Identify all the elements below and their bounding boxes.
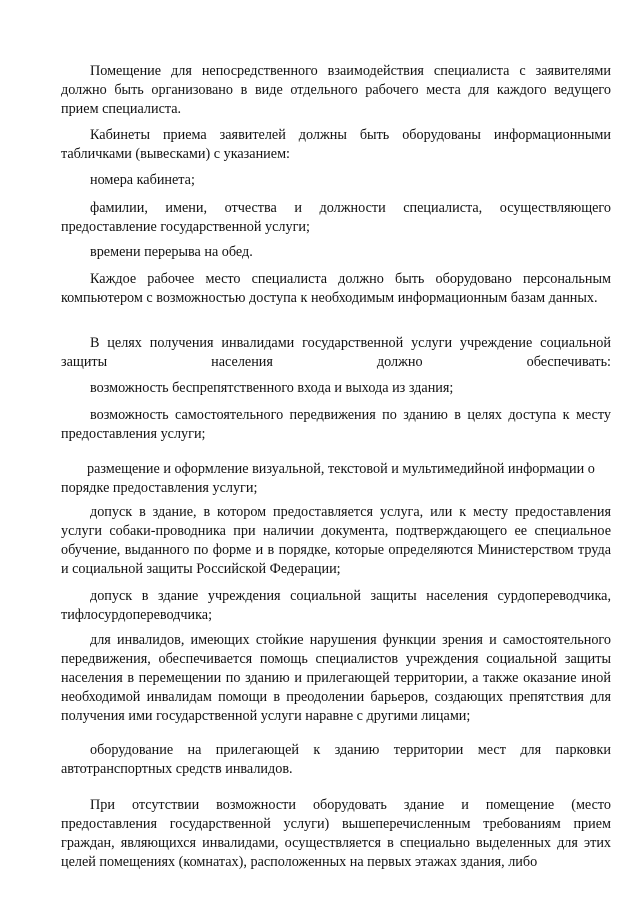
paragraph-office-signs: Кабинеты приема заявителей должны быть оборудованы информационными табличками (вывесками) с указанием: bbox=[61, 127, 611, 162]
paragraph-specialist-name: фамилии, имени, отчества и должности специалиста, осуществляющего предоставление государственной услуги; bbox=[61, 200, 611, 235]
paragraph-parking: оборудование на прилегающей к зданию территории мест для парковки автотранспортных средств инвалидов. bbox=[61, 742, 611, 777]
paragraph-guide-dog: допуск в здание, в котором предоставляется услуга, или к месту предоставления услуги собаки-проводника при наличии документа, подтверждающего ее специальное обучение, выданного по форме и в порядке, которые определяются Министерством труда и социальной защиты Российской Федерации; bbox=[61, 504, 611, 577]
paragraph-entrance-exit: возможность беспрепятственного входа и выхода из здания; bbox=[90, 380, 454, 396]
paragraph-alternative-premises: При отсутствии возможности оборудовать здание и помещение (место предоставления государственной услуги) вышеперечисленным требованиям прием граждан, являющихся инвалидами, осуществляется в специально выделенных для этих целей помещениях (комнатах), расположенных на первых этажах здания, либо bbox=[61, 797, 611, 870]
paragraph-assistance: для инвалидов, имеющих стойкие нарушения функции зрения и самостоятельного передвижения, обеспечивается помощь специалистов учреждения социальной защиты населения в перемещении по зданию и прилегающей территории, а также оказание иной необходимой инвалидам помощи в преодолении барьеров, создающих препятствия для получения ими государственной услуги наравне с другими лицами; bbox=[61, 632, 611, 724]
paragraph-workplace-organization: Помещение для непосредственного взаимодействия специалиста с заявителями должно быть организовано в виде отдельного рабочего места для каждого ведущего прием специалиста. bbox=[61, 63, 611, 117]
paragraph-computer-access: Каждое рабочее место специалиста должно быть оборудовано персональным компьютером с возможностью доступа к необходимым информационным базам данных. bbox=[61, 271, 611, 306]
paragraph-sign-interpreter: допуск в здание учреждения социальной защиты населения сурдопереводчика, тифлосурдопереводчика; bbox=[61, 588, 611, 623]
paragraph-information-placement: размещение и оформление визуальной, текстовой и мультимедийной информации о порядке предоставления услуги; bbox=[61, 461, 595, 496]
paragraph-lunch-break: времени перерыва на обед. bbox=[90, 244, 253, 260]
paragraph-disabled-access: В целях получения инвалидами государственной услуги учреждение социальной защиты населения должно обеспечивать: bbox=[61, 335, 611, 370]
paragraph-office-number: номера кабинета; bbox=[90, 172, 195, 188]
paragraph-movement: возможность самостоятельного передвижения по зданию в целях доступа к месту предоставления услуги; bbox=[61, 407, 611, 442]
